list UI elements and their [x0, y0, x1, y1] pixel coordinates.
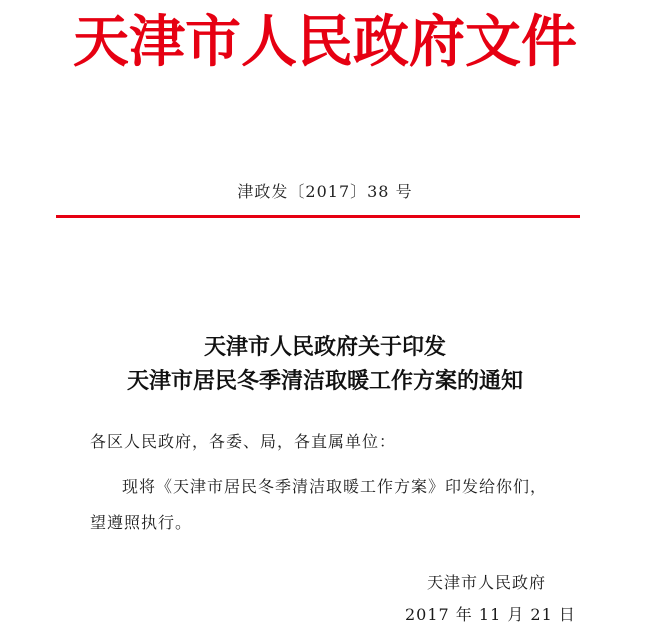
issuing-authority: 天津市人民政府: [427, 573, 547, 592]
masthead-title: 天津市人民政府文件: [73, 9, 577, 75]
document-number: 津政发〔2017〕38 号: [237, 182, 413, 201]
addressee: 各区人民政府，各委、局，各直属单位：: [90, 432, 397, 451]
notice-title-line-1: 天津市人民政府关于印发: [203, 334, 446, 360]
issue-date: 2017 年 11 月 21 日: [405, 605, 576, 624]
red-divider-line: [56, 215, 580, 218]
notice-title-line-2: 天津市居民冬季清洁取暖工作方案的通知: [126, 368, 523, 394]
body-paragraph-line-2: 望遵照执行。: [90, 513, 193, 532]
body-paragraph-line-1: 现将《天津市居民冬季清洁取暖工作方案》印发给你们，: [122, 477, 548, 496]
